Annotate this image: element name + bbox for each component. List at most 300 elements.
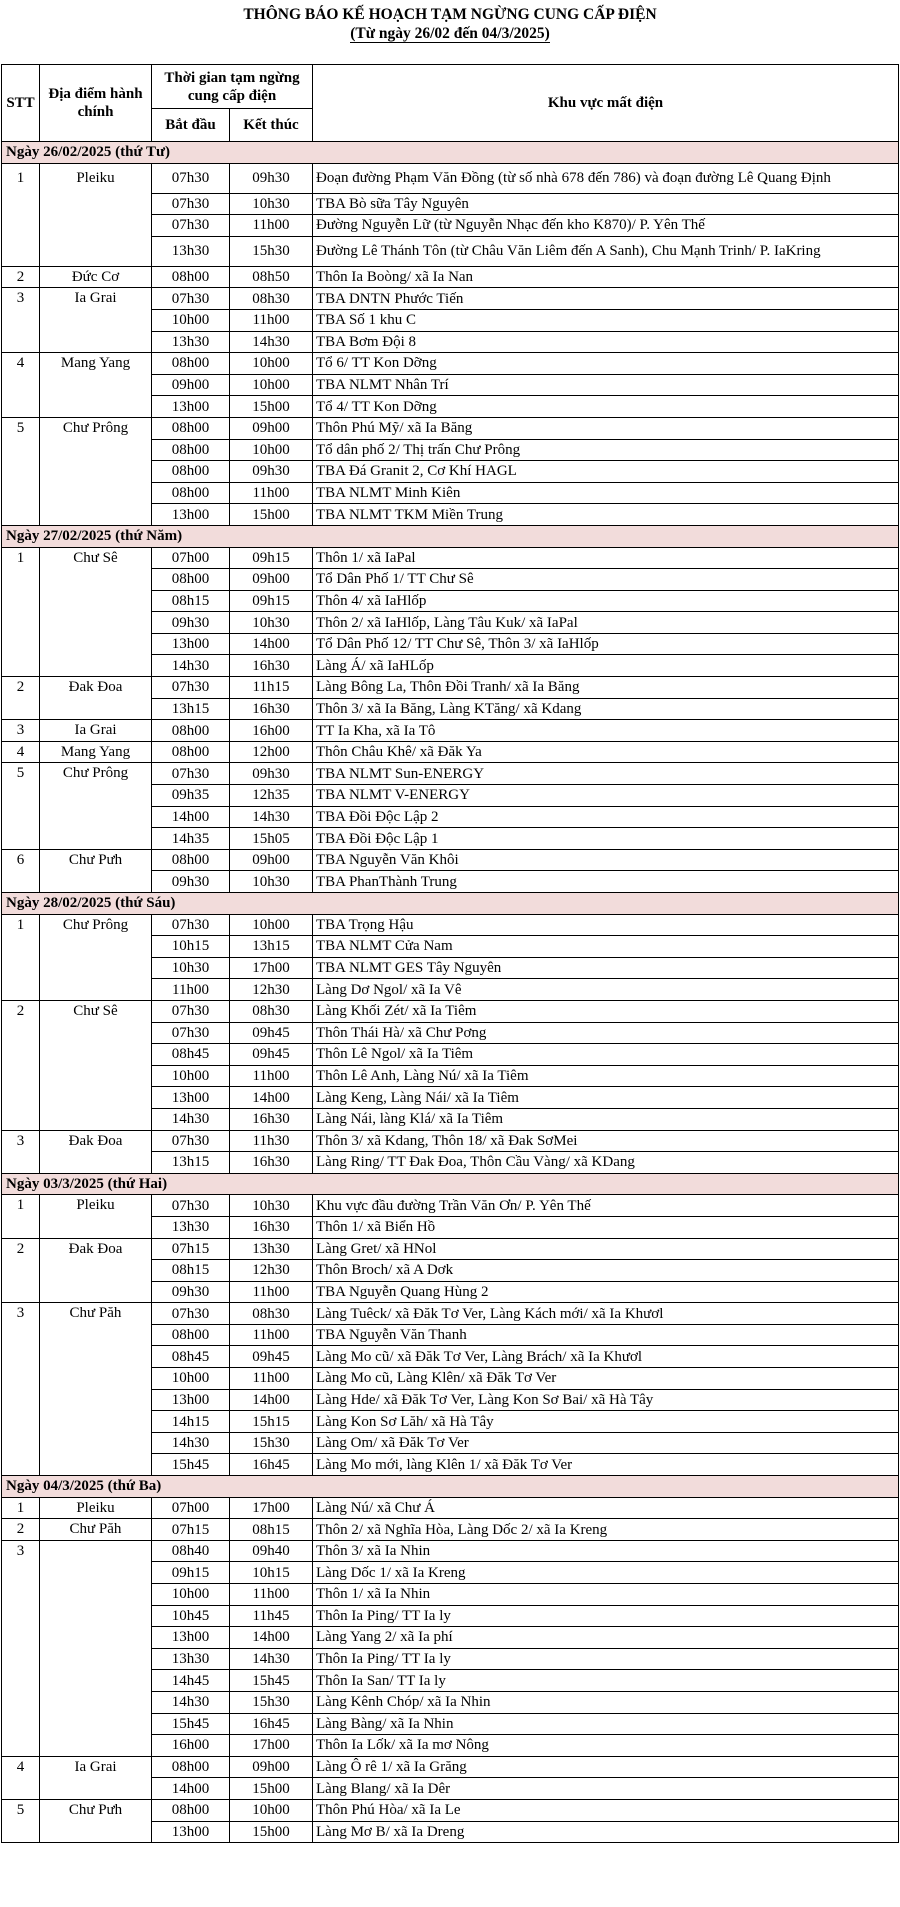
row-end-time: 14h30 [230,1648,313,1670]
row-outage-area: TBA Bơm Đội 8 [313,331,899,353]
day-label: Ngày 03/3/2025 (thứ Hai) [2,1173,899,1195]
row-start-time: 13h30 [152,331,230,353]
row-start-time: 09h30 [152,1281,230,1303]
header-stt: STT [2,65,40,142]
row-end-time: 17h00 [230,1497,313,1519]
row-outage-area: Đường Nguyễn Lữ (từ Nguyễn Nhạc đến kho K870)/ P. Yên Thế [313,215,899,237]
row-start-time: 08h00 [152,266,230,288]
row-end-time: 09h15 [230,590,313,612]
row-outage-area: TBA Nguyễn Văn Thanh [313,1324,899,1346]
row-end-time: 11h00 [230,309,313,331]
row-location: Chư Păh [40,1519,152,1541]
row-outage-area: Thôn Ia Lốk/ xã Ia mơ Nông [313,1735,899,1757]
row-start-time: 09h30 [152,612,230,634]
row-location: Chư Sê [40,1000,152,1130]
row-end-time: 12h00 [230,741,313,763]
table-row [2,1303,899,1325]
row-outage-area: Làng Yang 2/ xã Ia phí [313,1627,899,1649]
outage-schedule-table [1,64,899,1843]
row-outage-area: Thôn Ia San/ TT Ia ly [313,1670,899,1692]
row-start-time: 13h30 [152,1648,230,1670]
row-start-time: 07h30 [152,1303,230,1325]
row-end-time: 16h30 [230,1108,313,1130]
row-stt: 3 [2,1303,40,1476]
row-location: Ia Grai [40,720,152,742]
table-row [2,1540,899,1562]
row-end-time: 15h30 [230,1432,313,1454]
row-end-time: 10h00 [230,439,313,461]
row-start-time: 09h35 [152,785,230,807]
row-outage-area: TBA Trọng Hậu [313,914,899,936]
row-end-time: 10h15 [230,1562,313,1584]
row-outage-area: Đoạn đường Phạm Văn Đồng (từ số nhà 678 đến 786) và đoạn đường Lê Quang Định [313,163,899,193]
row-outage-area: Làng Mơ B/ xã Ia Dreng [313,1821,899,1843]
row-start-time: 13h00 [152,633,230,655]
row-outage-area: TBA DNTN Phước Tiến [313,288,899,310]
row-end-time: 11h15 [230,677,313,699]
row-location: Pleiku [40,1497,152,1519]
row-start-time: 14h15 [152,1411,230,1433]
row-location: Chư Pưh [40,849,152,892]
row-start-time: 07h30 [152,914,230,936]
row-stt: 4 [2,741,40,763]
table-row [2,353,899,375]
row-start-time: 08h15 [152,590,230,612]
row-start-time: 13h00 [152,1389,230,1411]
row-outage-area: Làng Keng, Làng Nái/ xã Ia Tiêm [313,1087,899,1109]
row-stt: 2 [2,266,40,288]
title-line-1: THÔNG BÁO KẾ HOẠCH TẠM NGỪNG CUNG CẤP ĐIỆN [243,6,657,23]
row-end-time: 09h30 [230,163,313,193]
row-start-time: 08h15 [152,1260,230,1282]
row-outage-area: Làng Tuêck/ xã Đăk Tơ Ver, Làng Kách mới/ xã Ia Khươl [313,1303,899,1325]
row-end-time: 12h35 [230,785,313,807]
row-outage-area: Làng Dốc 1/ xã Ia Kreng [313,1562,899,1584]
row-end-time: 16h30 [230,1152,313,1174]
row-stt: 3 [2,1130,40,1173]
row-stt: 5 [2,763,40,849]
row-start-time: 08h40 [152,1540,230,1562]
header-end: Kết thúc [230,109,313,142]
day-label: Ngày 28/02/2025 (thứ Sáu) [2,893,899,915]
row-start-time: 07h30 [152,1022,230,1044]
row-start-time: 10h15 [152,936,230,958]
row-end-time: 08h15 [230,1519,313,1541]
table-row [2,1756,899,1778]
row-end-time: 15h00 [230,396,313,418]
row-outage-area: Thôn Lê Ngol/ xã Ia Tiêm [313,1044,899,1066]
row-outage-area: Làng Mo cũ/ xã Đăk Tơ Ver, Làng Brách/ xã Ia Khươl [313,1346,899,1368]
title-line-2 [0,24,900,43]
row-end-time: 14h00 [230,633,313,655]
row-end-time: 17h00 [230,957,313,979]
table-row [2,288,899,310]
row-end-time: 09h00 [230,569,313,591]
row-outage-area: Thôn Broch/ xã A Dơk [313,1260,899,1282]
table-row [2,677,899,699]
row-outage-area: Khu vực đầu đường Trần Văn Ơn/ P. Yên Thế [313,1195,899,1217]
row-start-time: 14h30 [152,1432,230,1454]
row-end-time: 12h30 [230,979,313,1001]
row-outage-area: Thôn Ia Ping/ TT Ia ly [313,1605,899,1627]
row-start-time: 07h00 [152,547,230,569]
row-end-time: 16h45 [230,1713,313,1735]
row-outage-area: TBA Đồi Độc Lập 2 [313,806,899,828]
row-location: Đak Đoa [40,677,152,720]
row-location: Đức Cơ [40,266,152,288]
row-outage-area: Tổ dân phố 2/ Thị trấn Chư Prông [313,439,899,461]
row-end-time: 08h30 [230,1000,313,1022]
header-start: Bắt đầu [152,109,230,142]
row-outage-area: Thôn Ia Boòng/ xã Ia Nan [313,266,899,288]
row-end-time: 08h50 [230,266,313,288]
row-start-time: 14h30 [152,655,230,677]
day-label: Ngày 04/3/2025 (thứ Ba) [2,1476,899,1498]
row-end-time: 14h00 [230,1389,313,1411]
row-start-time: 14h00 [152,806,230,828]
row-end-time: 15h30 [230,236,313,266]
row-start-time: 13h00 [152,396,230,418]
row-end-time: 15h45 [230,1670,313,1692]
row-outage-area: Làng Nú/ xã Chư Á [313,1497,899,1519]
row-stt: 2 [2,677,40,720]
row-end-time: 15h00 [230,1821,313,1843]
row-outage-area: Làng Bàng/ xã Ia Nhin [313,1713,899,1735]
row-outage-area: Tổ Dân Phố 1/ TT Chư Sê [313,569,899,591]
row-end-time: 09h45 [230,1044,313,1066]
row-end-time: 11h00 [230,1281,313,1303]
row-stt: 6 [2,849,40,892]
row-end-time: 09h30 [230,763,313,785]
row-stt: 2 [2,1238,40,1303]
row-stt: 4 [2,1756,40,1799]
row-outage-area: Thôn 2/ xã IaHlốp, Làng Tâu Kuk/ xã IaPal [313,612,899,634]
row-end-time: 10h30 [230,871,313,893]
day-header-row [2,1173,899,1195]
row-outage-area: TBA Đá Granit 2, Cơ Khí HAGL [313,461,899,483]
row-stt: 3 [2,1540,40,1756]
row-end-time: 16h30 [230,655,313,677]
table-row [2,1519,899,1541]
row-start-time: 07h30 [152,1000,230,1022]
row-outage-area: Làng Dơ Ngol/ xã Ia Vê [313,979,899,1001]
row-stt: 2 [2,1000,40,1130]
row-location: Ia Grai [40,288,152,353]
day-header-row [2,525,899,547]
row-end-time: 14h30 [230,331,313,353]
row-end-time: 10h00 [230,1799,313,1821]
row-outage-area: Thôn 3/ xã Kdang, Thôn 18/ xã Đak SơMei [313,1130,899,1152]
row-stt: 5 [2,417,40,525]
table-row [2,720,899,742]
row-outage-area: Thôn Ia Ping/ TT Ia ly [313,1648,899,1670]
row-end-time: 16h45 [230,1454,313,1476]
row-end-time: 15h15 [230,1411,313,1433]
day-label: Ngày 27/02/2025 (thứ Năm) [2,525,899,547]
row-outage-area: Tổ 6/ TT Kon Dỡng [313,353,899,375]
row-location: Chư Prông [40,417,152,525]
row-end-time: 10h30 [230,1195,313,1217]
row-end-time: 17h00 [230,1735,313,1757]
row-start-time: 08h00 [152,353,230,375]
row-end-time: 15h30 [230,1691,313,1713]
row-outage-area: Thôn 3/ xã Ia Nhin [313,1540,899,1562]
row-location: Đak Đoa [40,1238,152,1303]
row-start-time: 07h30 [152,763,230,785]
row-start-time: 07h15 [152,1238,230,1260]
row-start-time: 13h00 [152,504,230,526]
row-location: Chư Sê [40,547,152,677]
row-outage-area: TBA NLMT Nhân Trí [313,374,899,396]
row-end-time: 11h00 [230,1324,313,1346]
table-row [2,1195,899,1217]
day-label: Ngày 26/02/2025 (thứ Tư) [2,142,899,164]
row-start-time: 14h30 [152,1108,230,1130]
row-outage-area: Thôn 4/ xã IaHlốp [313,590,899,612]
row-start-time: 07h00 [152,1497,230,1519]
row-outage-area: TT Ia Kha, xã Ia Tô [313,720,899,742]
row-start-time: 14h30 [152,1691,230,1713]
row-outage-area: Thôn 3/ xã Ia Băng, Làng KTăng/ xã Kdang [313,698,899,720]
table-row [2,741,899,763]
row-start-time: 09h15 [152,1562,230,1584]
row-end-time: 13h30 [230,1238,313,1260]
row-start-time: 07h30 [152,288,230,310]
row-outage-area: Tổ Dân Phố 12/ TT Chư Sê, Thôn 3/ xã IaHlốp [313,633,899,655]
row-start-time: 10h30 [152,957,230,979]
row-location: Pleiku [40,1195,152,1238]
row-outage-area: Làng Nái, làng Klá/ xã Ia Tiêm [313,1108,899,1130]
row-end-time: 11h45 [230,1605,313,1627]
table-row [2,1497,899,1519]
row-end-time: 11h00 [230,1065,313,1087]
row-end-time: 15h00 [230,1778,313,1800]
day-header-row [2,142,899,164]
row-end-time: 10h30 [230,193,313,215]
row-start-time: 08h00 [152,1799,230,1821]
row-outage-area: TBA NLMT Minh Kiên [313,482,899,504]
row-stt: 1 [2,163,40,266]
row-location: Mang Yang [40,741,152,763]
row-outage-area: Đường Lê Thánh Tôn (từ Châu Văn Liêm đến A Sanh), Chu Mạnh Trinh/ P. IaKring [313,236,899,266]
row-start-time: 13h15 [152,698,230,720]
row-outage-area: TBA Bò sữa Tây Nguyên [313,193,899,215]
row-outage-area: Làng Kênh Chóp/ xã Ia Nhin [313,1691,899,1713]
row-outage-area: TBA NLMT Sun-ENERGY [313,763,899,785]
row-start-time: 10h00 [152,309,230,331]
row-outage-area: Tổ 4/ TT Kon Dỡng [313,396,899,418]
row-outage-area: Thôn 1/ xã Biển Hồ [313,1216,899,1238]
row-end-time: 09h00 [230,417,313,439]
row-outage-area: Làng Om/ xã Đăk Tơ Ver [313,1432,899,1454]
row-stt: 1 [2,547,40,677]
row-outage-area: Làng Ring/ TT Đak Đoa, Thôn Cầu Vàng/ xã KDang [313,1152,899,1174]
row-outage-area: Làng Blang/ xã Ia Dêr [313,1778,899,1800]
row-location: Đak Đoa [40,1130,152,1173]
row-outage-area: Thôn 1/ xã Ia Nhin [313,1584,899,1606]
row-stt: 1 [2,1497,40,1519]
row-start-time: 08h00 [152,417,230,439]
table-row [2,914,899,936]
row-end-time: 08h30 [230,288,313,310]
row-start-time: 09h00 [152,374,230,396]
row-outage-area: Làng Mo mới, làng Klên 1/ xã Đăk Tơ Ver [313,1454,899,1476]
row-outage-area: Thôn 1/ xã IaPal [313,547,899,569]
row-location: Chư Pưh [40,1799,152,1842]
row-end-time: 11h30 [230,1130,313,1152]
row-start-time: 11h00 [152,979,230,1001]
row-outage-area: Làng Hde/ xã Đăk Tơ Ver, Làng Kon Sơ Bai/ xã Hà Tây [313,1389,899,1411]
row-start-time: 10h00 [152,1065,230,1087]
row-start-time: 13h30 [152,1216,230,1238]
row-location: Pleiku [40,163,152,266]
row-start-time: 15h45 [152,1454,230,1476]
row-outage-area: Thôn 2/ xã Nghĩa Hòa, Làng Dốc 2/ xã Ia Kreng [313,1519,899,1541]
row-stt: 1 [2,1195,40,1238]
row-stt: 3 [2,720,40,742]
row-end-time: 11h00 [230,1584,313,1606]
header-location: Địa điểm hành chính [40,65,152,142]
row-end-time: 10h00 [230,914,313,936]
row-end-time: 11h00 [230,1368,313,1390]
row-start-time: 10h00 [152,1368,230,1390]
row-outage-area: Làng Gret/ xã HNol [313,1238,899,1260]
row-end-time: 14h00 [230,1627,313,1649]
document-title [0,0,900,43]
row-end-time: 15h05 [230,828,313,850]
row-start-time: 08h00 [152,461,230,483]
row-start-time: 08h45 [152,1044,230,1066]
row-start-time: 13h00 [152,1627,230,1649]
row-location [40,1540,152,1756]
row-start-time: 10h00 [152,1584,230,1606]
row-start-time: 13h00 [152,1821,230,1843]
row-start-time: 07h30 [152,193,230,215]
header-area: Khu vực mất điện [313,65,899,142]
row-start-time: 10h45 [152,1605,230,1627]
row-outage-area: TBA Nguyễn Văn Khôi [313,849,899,871]
row-outage-area: Làng Khối Zét/ xã Ia Tiêm [313,1000,899,1022]
table-row [2,849,899,871]
day-header-row [2,1476,899,1498]
row-outage-area: TBA NLMT TKM Miền Trung [313,504,899,526]
row-end-time: 10h30 [230,612,313,634]
table-row [2,1130,899,1152]
row-stt: 2 [2,1519,40,1541]
day-header-row [2,893,899,915]
row-location: Chư Păh [40,1303,152,1476]
row-outage-area: TBA Nguyễn Quang Hùng 2 [313,1281,899,1303]
row-start-time: 07h30 [152,677,230,699]
row-location: Chư Prông [40,914,152,1000]
row-outage-area: TBA PhanThành Trung [313,871,899,893]
row-end-time: 09h00 [230,1756,313,1778]
row-location: Mang Yang [40,353,152,418]
row-end-time: 09h00 [230,849,313,871]
row-end-time: 10h00 [230,353,313,375]
row-end-time: 09h45 [230,1346,313,1368]
row-start-time: 16h00 [152,1735,230,1757]
row-start-time: 07h30 [152,1195,230,1217]
row-start-time: 13h00 [152,1087,230,1109]
row-start-time: 14h45 [152,1670,230,1692]
table-row [2,163,899,193]
row-location: Ia Grai [40,1756,152,1799]
row-end-time: 12h30 [230,1260,313,1282]
row-location: Chư Prông [40,763,152,849]
row-start-time: 07h30 [152,163,230,193]
row-start-time: 08h00 [152,482,230,504]
row-start-time: 14h00 [152,1778,230,1800]
row-start-time: 08h00 [152,1324,230,1346]
header-time-group: Thời gian tạm ngừng cung cấp điện [152,65,313,109]
title-date-range: (Từ ngày 26/02 đến 04/3/2025) [350,25,550,42]
row-outage-area: Thôn Lê Anh, Làng Nú/ xã Ia Tiêm [313,1065,899,1087]
row-end-time: 09h15 [230,547,313,569]
row-outage-area: Thôn Châu Khê/ xã Đăk Ya [313,741,899,763]
row-end-time: 09h30 [230,461,313,483]
row-start-time: 08h00 [152,569,230,591]
row-end-time: 16h00 [230,720,313,742]
row-start-time: 15h45 [152,1713,230,1735]
row-end-time: 13h15 [230,936,313,958]
table-row [2,1238,899,1260]
row-start-time: 08h00 [152,720,230,742]
row-end-time: 14h30 [230,806,313,828]
row-start-time: 13h30 [152,236,230,266]
row-outage-area: Thôn Phú Hòa/ xã Ia Le [313,1799,899,1821]
table-row [2,763,899,785]
table-body [2,142,899,1843]
row-end-time: 11h00 [230,482,313,504]
row-start-time: 07h15 [152,1519,230,1541]
row-start-time: 09h30 [152,871,230,893]
table-row [2,1799,899,1821]
row-start-time: 14h35 [152,828,230,850]
row-outage-area: TBA NLMT V-ENERGY [313,785,899,807]
row-start-time: 08h00 [152,1756,230,1778]
row-start-time: 08h45 [152,1346,230,1368]
row-start-time: 07h30 [152,1130,230,1152]
row-outage-area: Làng Bông La, Thôn Đồi Tranh/ xã Ia Băng [313,677,899,699]
row-start-time: 13h15 [152,1152,230,1174]
row-end-time: 15h00 [230,504,313,526]
table-row [2,1000,899,1022]
row-outage-area: TBA Đồi Độc Lập 1 [313,828,899,850]
row-end-time: 11h00 [230,215,313,237]
row-stt: 1 [2,914,40,1000]
row-outage-area: Làng Á/ xã IaHLốp [313,655,899,677]
row-outage-area: Làng Ô rê 1/ xã Ia Grăng [313,1756,899,1778]
row-end-time: 09h45 [230,1022,313,1044]
row-stt: 3 [2,288,40,353]
row-start-time: 07h30 [152,215,230,237]
row-outage-area: Làng Mo cũ, Làng Klên/ xã Đăk Tơ Ver [313,1368,899,1390]
row-outage-area: TBA NLMT Cửa Nam [313,936,899,958]
row-end-time: 08h30 [230,1303,313,1325]
row-end-time: 09h40 [230,1540,313,1562]
row-outage-area: Thôn Phú Mỹ/ xã Ia Băng [313,417,899,439]
row-start-time: 08h00 [152,849,230,871]
row-stt: 4 [2,353,40,418]
table-row [2,266,899,288]
row-start-time: 08h00 [152,439,230,461]
row-outage-area: Thôn Thái Hà/ xã Chư Pơng [313,1022,899,1044]
row-stt: 5 [2,1799,40,1842]
table-row [2,547,899,569]
row-end-time: 10h00 [230,374,313,396]
row-end-time: 14h00 [230,1087,313,1109]
